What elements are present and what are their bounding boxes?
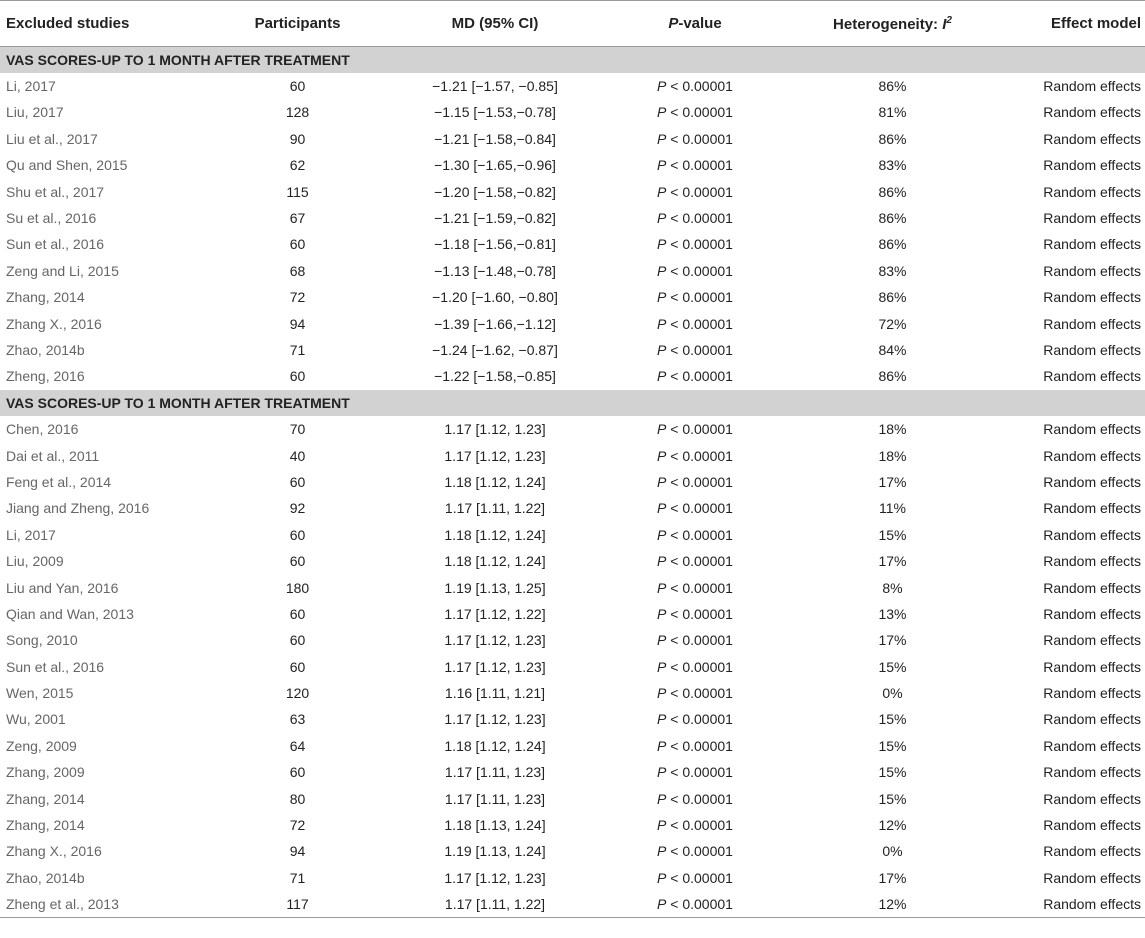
table-row	[0, 706, 1145, 732]
cell-md: 1.18 [1.12, 1.24]	[444, 473, 546, 490]
cell-effect-model: Random effects	[1043, 500, 1141, 517]
cell-p-value: P < 0.00001	[657, 473, 733, 490]
table-row	[0, 442, 1145, 468]
cell-effect-model: Random effects	[1043, 869, 1141, 886]
cell-heterogeneity: 13%	[878, 605, 907, 622]
cell-participants: 60	[289, 553, 306, 570]
table-row	[0, 363, 1145, 389]
cell-effect-model: Random effects	[1043, 526, 1141, 543]
cell-effect-model: Random effects	[1043, 473, 1141, 490]
cell-p-value: P < 0.00001	[657, 553, 733, 570]
table-row	[0, 126, 1145, 152]
cell-participants: 94	[289, 315, 306, 332]
cell-p-value: P < 0.00001	[657, 447, 733, 464]
cell-participants: 120	[285, 685, 310, 702]
cell-study: Liu, 2009	[6, 553, 64, 570]
cell-md: 1.18 [1.12, 1.24]	[444, 526, 546, 543]
cell-heterogeneity: 86%	[878, 368, 907, 385]
table-row	[0, 178, 1145, 204]
table-row	[0, 653, 1145, 679]
table-row	[0, 865, 1145, 891]
cell-study: Zheng et al., 2013	[0, 891, 200, 917]
cell-effect-model: Random effects	[1043, 843, 1141, 860]
cell-participants: 60	[289, 236, 306, 253]
cell-effect-model: Random effects	[1043, 368, 1141, 385]
cell-p-value: P < 0.00001	[657, 500, 733, 517]
cell-study: Zheng, 2016	[6, 368, 85, 385]
cell-study: Su et al., 2016	[6, 210, 97, 227]
table-row	[0, 495, 1145, 521]
table-row	[0, 258, 1145, 284]
cell-p-value: P < 0.00001	[657, 737, 733, 754]
cell-effect-model: Random effects	[1043, 711, 1141, 728]
cell-study: Wen, 2015	[6, 685, 74, 702]
col-header-study: Excluded studies	[0, 1, 200, 47]
cell-effect-model: Random effects	[1043, 737, 1141, 754]
cell-effect-model: Random effects	[1043, 183, 1141, 200]
table-row	[0, 416, 1145, 442]
cell-effect-model: Random effects	[1043, 553, 1141, 570]
cell-study: Wu, 2001	[6, 711, 66, 728]
cell-heterogeneity: 15%	[878, 658, 907, 675]
cell-participants: 70	[289, 421, 306, 438]
cell-study: Sun et al., 2016	[6, 236, 105, 253]
cell-heterogeneity: 0%	[882, 843, 903, 860]
cell-participants: 60	[289, 526, 306, 543]
cell-study: Zhang, 2009	[6, 764, 85, 781]
cell-participants: 60	[289, 78, 306, 95]
cell-participants: 92	[289, 500, 306, 517]
table-row	[0, 337, 1145, 363]
section-header-row	[0, 390, 1145, 416]
cell-heterogeneity: 81%	[878, 104, 907, 121]
table-row	[0, 73, 1145, 99]
cell-participants: 62	[289, 157, 306, 174]
table-row	[0, 522, 1145, 548]
cell-study: Dai et al., 2011	[6, 447, 100, 464]
table-body	[0, 47, 1145, 918]
cell-md: 1.18 [1.12, 1.24]	[444, 737, 546, 754]
cell-participants: 115	[286, 183, 309, 200]
cell-heterogeneity: 86%	[878, 289, 907, 306]
cell-md: −1.13 [−1.48,−0.78]	[434, 262, 556, 279]
cell-effect-model: Random effects	[1043, 78, 1141, 95]
cell-effect-model: Random effects	[1043, 210, 1141, 227]
table-row	[0, 601, 1145, 627]
cell-effect-model: Random effects	[1043, 341, 1141, 358]
cell-md: −1.39 [−1.66,−1.12]	[434, 315, 556, 332]
cell-study: Zhang X., 2016	[6, 315, 102, 332]
cell-effect-model: Random effects	[1043, 289, 1141, 306]
cell-heterogeneity: 15%	[878, 526, 907, 543]
cell-p-value: P < 0.00001	[657, 368, 733, 385]
cell-participants: 72	[289, 289, 306, 306]
cell-study: Zhao, 2014b	[6, 341, 85, 358]
cell-effect-model: Random effects	[1043, 104, 1141, 121]
cell-heterogeneity: 17%	[878, 473, 907, 490]
cell-md: 1.17 [1.11, 1.23]	[444, 790, 546, 807]
table-row	[0, 785, 1145, 811]
cell-participants: 68	[289, 262, 306, 279]
section-title: VAS SCORES-UP TO 1 MONTH AFTER TREATMENT	[0, 47, 1145, 73]
cell-heterogeneity: 84%	[878, 341, 907, 358]
cell-p-value: P < 0.00001	[657, 236, 733, 253]
cell-study: Zhang X., 2016	[6, 843, 102, 860]
table-row	[0, 627, 1145, 653]
cell-md: 1.17 [1.12, 1.23]	[444, 421, 546, 438]
table-row	[0, 231, 1145, 257]
cell-p-value: P < 0.00001	[657, 579, 733, 596]
cell-p-value: P < 0.00001	[657, 869, 733, 886]
cell-md: −1.30 [−1.65,−0.96]	[434, 157, 556, 174]
cell-study: Song, 2010	[6, 632, 78, 649]
cell-heterogeneity: 83%	[878, 262, 907, 279]
table-header	[0, 1, 1145, 47]
cell-study: Zhang, 2014	[6, 817, 85, 834]
cell-participants: 60	[289, 605, 306, 622]
cell-effect-model: Random effects	[1043, 605, 1141, 622]
cell-study: Li, 2017	[6, 78, 56, 95]
cell-study: Chen, 2016	[6, 421, 79, 438]
cell-effect-model: Random effects	[1043, 315, 1141, 332]
cell-heterogeneity: 17%	[878, 869, 907, 886]
section-title: VAS SCORES-UP TO 1 MONTH AFTER TREATMENT	[0, 390, 1145, 416]
cell-heterogeneity: 72%	[878, 315, 907, 332]
col-header-p-value: P-value	[595, 1, 795, 47]
cell-md: 1.17 [1.11, 1.22]	[395, 891, 595, 917]
cell-p-value: P < 0.00001	[657, 341, 733, 358]
cell-md: −1.24 [−1.62, −0.87]	[432, 341, 558, 358]
table-row	[0, 548, 1145, 574]
cell-md: 1.16 [1.11, 1.21]	[444, 685, 546, 702]
cell-participants: 40	[289, 447, 306, 464]
cell-md: 1.19 [1.13, 1.24]	[444, 843, 546, 860]
cell-heterogeneity: 11%	[879, 500, 906, 517]
cell-md: −1.20 [−1.60, −0.80]	[432, 289, 558, 306]
cell-participants: 60	[289, 658, 306, 675]
cell-heterogeneity: 18%	[878, 421, 907, 438]
cell-heterogeneity: 17%	[878, 632, 907, 649]
cell-md: 1.18 [1.13, 1.24]	[444, 817, 546, 834]
cell-effect-model: Random effects	[1043, 764, 1141, 781]
cell-heterogeneity: 18%	[878, 447, 907, 464]
table-row	[0, 205, 1145, 231]
cell-effect-model: Random effects	[1043, 447, 1141, 464]
cell-p-value: P < 0.00001	[657, 526, 733, 543]
cell-heterogeneity: 86%	[878, 183, 907, 200]
table-row	[0, 680, 1145, 706]
cell-md: −1.18 [−1.56,−0.81]	[434, 236, 556, 253]
cell-p-value: P < 0.00001	[657, 843, 733, 860]
table-row	[0, 891, 1145, 917]
cell-p-value: P < 0.00001	[657, 685, 733, 702]
cell-heterogeneity: 86%	[878, 130, 907, 147]
col-header-heterogeneity: Heterogeneity: $I^2$	[795, 1, 990, 47]
cell-p-value: P < 0.00001	[657, 711, 733, 728]
cell-p-value: P < 0.00001	[657, 817, 733, 834]
cell-participants: 60	[289, 764, 306, 781]
cell-heterogeneity: 86%	[878, 210, 907, 227]
cell-effect-model: Random effects	[1043, 632, 1141, 649]
cell-heterogeneity: 8%	[882, 579, 903, 596]
cell-effect-model: Random effects	[1043, 685, 1141, 702]
cell-md: 1.17 [1.11, 1.22]	[444, 500, 546, 517]
cell-md: 1.17 [1.12, 1.23]	[444, 632, 546, 649]
cell-heterogeneity: 0%	[882, 685, 903, 702]
cell-md: 1.17 [1.12, 1.23]	[444, 658, 546, 675]
cell-participants: 60	[289, 632, 306, 649]
cell-effect-model: Random effects	[1043, 790, 1141, 807]
cell-p-value: P < 0.00001	[657, 289, 733, 306]
table-row	[0, 469, 1145, 495]
cell-study: Zhao, 2014b	[6, 869, 85, 886]
cell-participants: 60	[289, 368, 306, 385]
table-row	[0, 759, 1145, 785]
cell-p-value: P < 0.00001	[657, 183, 733, 200]
cell-participants: 67	[289, 210, 306, 227]
table-row	[0, 284, 1145, 310]
col-header-participants: Participants	[200, 1, 395, 47]
col-header-effect-model: Effect model	[990, 1, 1145, 47]
cell-study: Liu and Yan, 2016	[6, 579, 119, 596]
cell-p-value: P < 0.00001	[657, 210, 733, 227]
cell-heterogeneity: 86%	[878, 78, 907, 95]
cell-md: −1.21 [−1.58,−0.84]	[434, 130, 556, 147]
table-row	[0, 733, 1145, 759]
cell-md: 1.18 [1.12, 1.24]	[444, 553, 546, 570]
cell-md: 1.17 [1.12, 1.23]	[444, 447, 546, 464]
cell-p-value: P < 0.00001	[657, 78, 733, 95]
col-header-md: MD (95% CI)	[395, 1, 595, 47]
cell-study: Liu, 2017	[6, 104, 64, 121]
cell-study: Feng et al., 2014	[6, 473, 112, 490]
cell-heterogeneity: 12%	[795, 891, 990, 917]
cell-participants: 72	[289, 817, 306, 834]
cell-study: Qu and Shen, 2015	[6, 157, 128, 174]
cell-participants: 180	[285, 579, 310, 596]
cell-md: −1.21 [−1.57, −0.85]	[432, 78, 558, 95]
cell-md: 1.19 [1.13, 1.25]	[444, 579, 546, 596]
table-row	[0, 310, 1145, 336]
cell-participants: 80	[289, 790, 306, 807]
table-row	[0, 812, 1145, 838]
cell-heterogeneity: 15%	[878, 790, 907, 807]
cell-participants: 117	[200, 891, 395, 917]
cell-p-value: P < 0.00001	[657, 605, 733, 622]
cell-heterogeneity: 12%	[878, 817, 907, 834]
cell-p-value: P < 0.00001	[657, 658, 733, 675]
cell-heterogeneity: 83%	[878, 157, 907, 174]
cell-study: Zhang, 2014	[6, 289, 85, 306]
cell-md: −1.15 [−1.53,−0.78]	[434, 104, 556, 121]
cell-study: Zeng, 2009	[6, 737, 77, 754]
cell-study: Zeng and Li, 2015	[6, 262, 119, 279]
cell-effect-model: Random effects	[1043, 421, 1141, 438]
cell-effect-model: Random effects	[1043, 236, 1141, 253]
cell-study: Li, 2017	[6, 526, 56, 543]
cell-p-value: P < 0.00001	[657, 764, 733, 781]
cell-p-value: P < 0.00001	[657, 315, 733, 332]
cell-md: 1.17 [1.12, 1.23]	[444, 711, 546, 728]
cell-p-value: P < 0.00001	[657, 790, 733, 807]
cell-p-value: P < 0.00001	[657, 157, 733, 174]
cell-p-value: P < 0.00001	[657, 262, 733, 279]
cell-md: 1.17 [1.12, 1.22]	[444, 605, 546, 622]
cell-participants: 60	[289, 473, 306, 490]
cell-md: −1.22 [−1.58,−0.85]	[434, 368, 556, 385]
cell-effect-model: Random effects	[1043, 157, 1141, 174]
cell-p-value: P < 0.00001	[657, 421, 733, 438]
section-header-row	[0, 47, 1145, 73]
cell-md: 1.17 [1.11, 1.23]	[444, 764, 546, 781]
cell-study: Qian and Wan, 2013	[6, 605, 134, 622]
cell-study: Liu et al., 2017	[6, 130, 98, 147]
cell-effect-model: Random effects	[1043, 130, 1141, 147]
cell-effect-model: Random effects	[1043, 817, 1141, 834]
cell-effect-model: Random effects	[1043, 658, 1141, 675]
table-row	[0, 99, 1145, 125]
cell-participants: 64	[289, 737, 306, 754]
table-row	[0, 574, 1145, 600]
cell-study: Zhang, 2014	[6, 790, 85, 807]
cell-study: Shu et al., 2017	[6, 183, 105, 200]
cell-effect-model: Random effects	[990, 891, 1145, 917]
cell-participants: 71	[289, 869, 306, 886]
cell-participants: 128	[285, 104, 310, 121]
cell-heterogeneity: 15%	[878, 737, 907, 754]
cell-p-value: P < 0.00001	[657, 130, 733, 147]
cell-participants: 94	[289, 843, 306, 860]
cell-participants: 63	[289, 711, 306, 728]
cell-heterogeneity: 15%	[878, 711, 907, 728]
cell-p-value: P < 0.00001	[657, 104, 733, 121]
cell-md: −1.21 [−1.59,−0.82]	[434, 210, 556, 227]
cell-effect-model: Random effects	[1043, 262, 1141, 279]
table-row	[0, 838, 1145, 864]
cell-study: Sun et al., 2016	[6, 658, 105, 675]
cell-study: Jiang and Zheng, 2016	[6, 500, 150, 517]
cell-p-value: P < 0.00001	[657, 632, 733, 649]
cell-participants: 90	[289, 130, 306, 147]
cell-participants: 71	[289, 341, 306, 358]
cell-heterogeneity: 17%	[878, 553, 907, 570]
cell-md: −1.20 [−1.58,−0.82]	[434, 183, 556, 200]
cell-p-value: P < 0.00001	[595, 891, 795, 917]
table-row	[0, 152, 1145, 178]
cell-md: 1.17 [1.12, 1.23]	[444, 869, 546, 886]
cell-effect-model: Random effects	[1043, 579, 1141, 596]
cell-heterogeneity: 86%	[878, 236, 907, 253]
cell-heterogeneity: 15%	[878, 764, 907, 781]
